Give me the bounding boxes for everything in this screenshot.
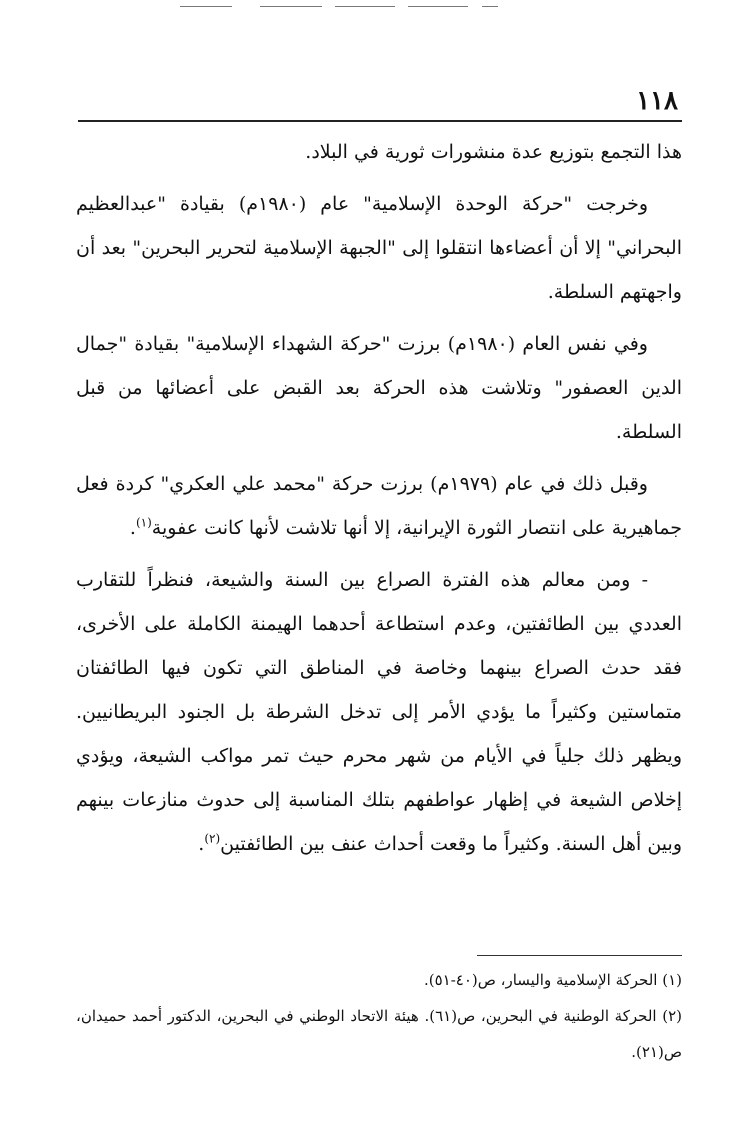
page-number: ١١٨ <box>636 86 678 116</box>
footnote-ref: (٢) <box>204 831 221 846</box>
footnote: (٢) الحركة الوطنية في البحرين، ص(٦١). هيئة الاتحاد الوطني في البحرين، الدكتور أحمد حميدان، ص(٢١). <box>76 1007 682 1061</box>
paragraph: وفي نفس العام (١٩٨٠م) برزت "حركة الشهداء الإسلامية" بقيادة "جمال الدين العصفور" وتلاشت هذه الحركة بعد القبض على أعضائها من قبل السلطة. <box>76 333 682 443</box>
top-scan-marks <box>170 6 510 12</box>
body-text <box>76 130 682 866</box>
footnote: (١) الحركة الإسلامية واليسار، ص(٤٠-٥١). <box>423 971 682 989</box>
footnotes <box>76 962 682 1070</box>
paragraph: هذا التجمع بتوزيع عدة منشورات ثورية في البلاد. <box>305 141 682 163</box>
paragraph-text: - ومن معالم هذه الفترة الصراع بين السنة والشيعة، فنظراً للتقارب العددي بين الطائفتين، وعدم استطاعة أحدهما الهيمنة الكاملة على الأخرى، فقد حدث الصراع بينهما وخاصة في المناطق التي تكون فيها الطائفتان متماستين وكثيراً ما يؤدي الأمر إلى تدخل الشرطة بل الجنود البريطانيين. ويظهر ذلك جلياً في الأيام من شهر محرم حيث تمر مواكب الشيعة، ويؤدي إخلاص الشيعة في إظهار عواطفهم بتلك المناسبة إلى حدوث منازعات بينهم وبين أهل السنة. وكثيراً ما وقعت أحداث عنف بين الطائفتين <box>76 569 682 855</box>
paragraph-end: . <box>198 833 205 855</box>
paragraph-end: . <box>129 517 136 539</box>
paragraph <box>76 462 682 550</box>
paragraph <box>76 558 682 866</box>
paragraph: وخرجت "حركة الوحدة الإسلامية" عام (١٩٨٠م) بقيادة "عبدالعظيم البحراني" إلا أن أعضاءها انتقلوا إلى "الجبهة الإسلامية لتحرير البحرين" بعد أن واجهتهم السلطة. <box>76 193 682 303</box>
paragraph-text: وقبل ذلك في عام (١٩٧٩م) برزت حركة "محمد علي العكري" كردة فعل جماهيرية على انتصار الثورة الإيرانية، إلا أنها تلاشت لأنها كانت عفوية <box>76 473 682 539</box>
footnote-ref: (١) <box>135 515 152 530</box>
footnote-divider <box>477 955 682 956</box>
header-rule <box>78 120 682 122</box>
